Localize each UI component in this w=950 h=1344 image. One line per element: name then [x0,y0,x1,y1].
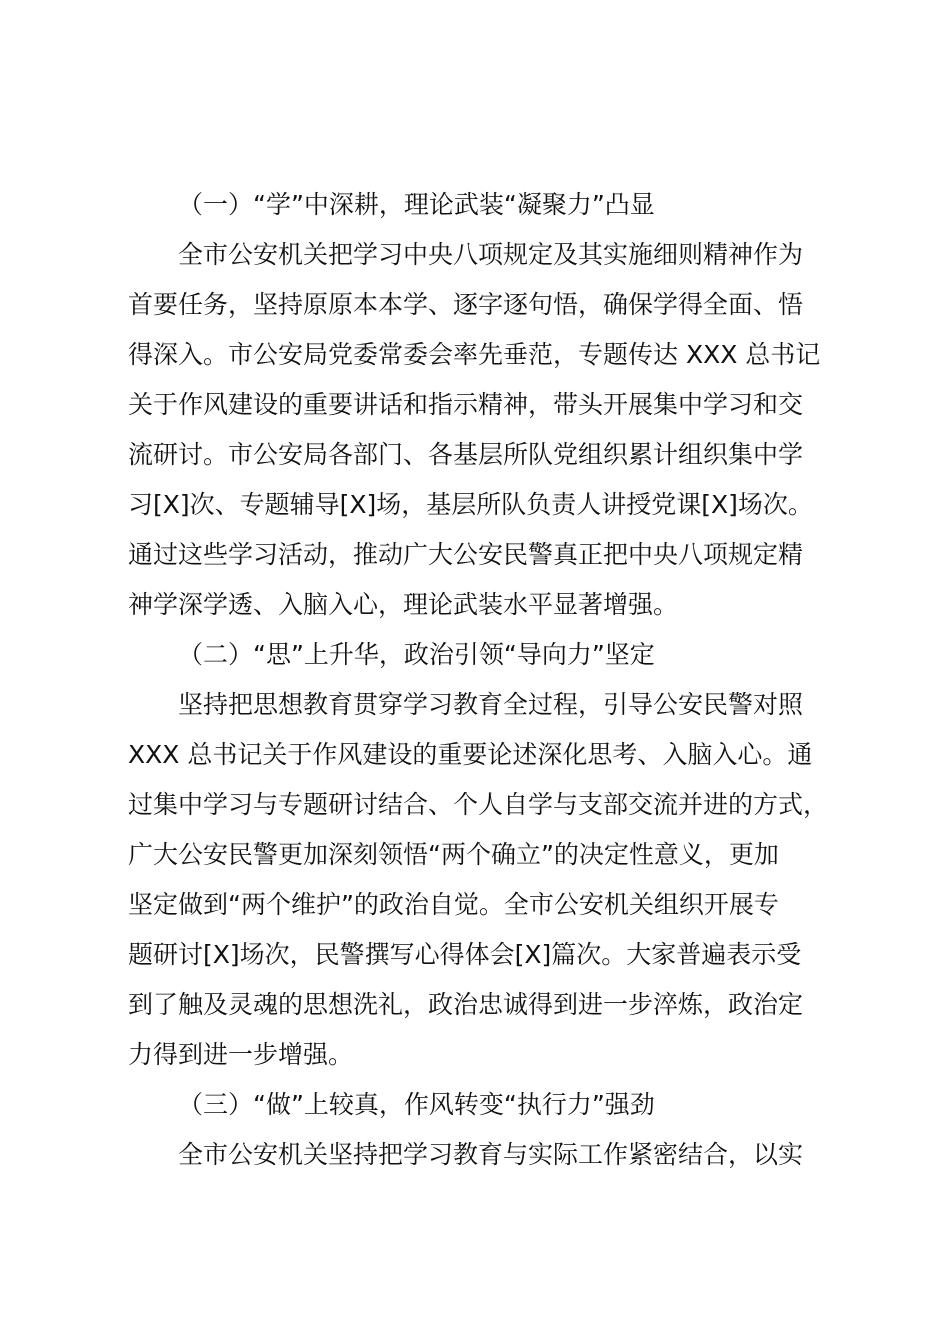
section-heading-3: （三）“做”上较真，作风转变“执行力”强劲 [178,1090,655,1119]
paragraph-line: 首要任务，坚持原原本本学、逐字逐句悟，确保学得全面、悟 [128,290,804,319]
paragraph-line: 坚定做到“两个维护”的政治自觉。全市公安机关组织开展专 [128,890,779,919]
paragraph-line: 得深入。市公安局党委常委会率先垂范，专题传达 XXX 总书记 [128,340,821,369]
paragraph-line: 全市公安机关坚持把学习教育与实际工作紧密结合，以实 [178,1140,804,1169]
paragraph-line: 过集中学习与专题研讨结合、个人自学与支部交流并进的方式， [128,790,829,819]
paragraph-line: 神学深学透、入脑入心，理论武装水平显著增强。 [128,590,679,619]
paragraph-line: 全市公安机关把学习中央八项规定及其实施细则精神作为 [178,240,804,269]
paragraph-line: 坚持把思想教育贯穿学习教育全过程，引导公安民警对照 [178,690,804,719]
paragraph-line: 通过这些学习活动，推动广大公安民警真正把中央八项规定精 [128,540,804,569]
section-heading-2: （二）“思”上升华，政治引领“导向力”坚定 [178,640,655,669]
paragraph-line: 到了触及灵魂的思想洗礼，政治忠诚得到进一步淬炼，政治定 [128,990,804,1019]
paragraph-line: 关于作风建设的重要讲话和指示精神，带头开展集中学习和交 [128,390,804,419]
paragraph-line: 流研讨。市公安局各部门、各基层所队党组织累计组织集中学 [128,440,804,469]
paragraph-line: 习[X]次、专题辅导[X]场，基层所队负责人讲授党课[X]场次。 [128,490,813,519]
paragraph-line: 题研讨[X]场次，民警撰写心得体会[X]篇次。大家普遍表示受 [128,940,802,969]
paragraph-line: 广大公安民警更加深刻领悟“两个确立”的决定性意义，更加 [128,840,779,869]
paragraph-line: XXX 总书记关于作风建设的重要论述深化思考、入脑入心。通 [128,740,813,769]
paragraph-line: 力得到进一步增强。 [128,1040,354,1069]
section-heading-1: （一）“学”中深耕，理论武装“凝聚力”凸显 [178,190,655,219]
